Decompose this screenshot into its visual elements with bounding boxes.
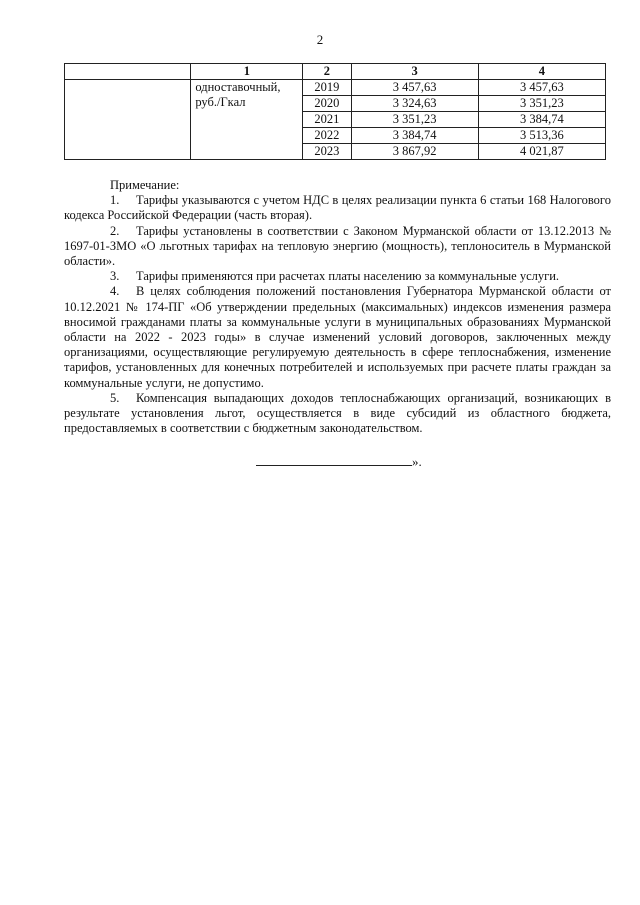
tariff-table [64, 63, 606, 160]
value-cell: 3 457,63 [351, 80, 478, 96]
note-number: 1. [110, 193, 120, 208]
closing-line [256, 453, 422, 470]
value-cell: 3 867,92 [351, 144, 478, 160]
note-item-3 [64, 269, 611, 284]
note-number: 4. [110, 284, 120, 299]
value-cell: 3 384,74 [478, 112, 605, 128]
table-header-row [65, 64, 606, 80]
page-number: 2 [316, 32, 324, 47]
note-number: 3. [110, 269, 120, 284]
value-cell: 3 324,63 [351, 96, 478, 112]
value-cell: 3 351,23 [478, 96, 605, 112]
note-number: 2. [110, 223, 120, 238]
notes-title: Примечание: [110, 178, 180, 192]
note-item-1 [64, 193, 611, 223]
year-cell: 2023 [303, 144, 351, 160]
value-cell: 3 351,23 [351, 112, 478, 128]
value-cell: 4 021,87 [478, 144, 605, 160]
value-cell: 3 457,63 [478, 80, 605, 96]
closing-quote: ». [412, 454, 422, 469]
empty-merged-cell [65, 80, 191, 160]
year-cell: 2020 [303, 96, 351, 112]
note-item-4 [64, 284, 611, 390]
note-text: Тарифы установлены в соответствии с Законом Мурманской области от 13.12.2013 № 1697-01-ЗМО «О льготных тарифах на тепловую энергию (мощность), теплоноситель в Мурманской области». [64, 223, 611, 269]
notes-section [64, 178, 611, 436]
tariff-description: одноставочный, руб./Гкал [191, 80, 303, 160]
year-cell: 2019 [303, 80, 351, 96]
value-cell: 3 384,74 [351, 128, 478, 144]
header-cell-4: 4 [478, 64, 605, 80]
signature-rule [256, 453, 412, 466]
note-text: Тарифы указываются с учетом НДС в целях реализации пункта 6 статьи 168 Налогового кодекса Российской Федерации (часть вторая). [64, 193, 611, 223]
value-cell: 3 513,36 [478, 128, 605, 144]
note-text: Компенсация выпадающих доходов теплоснабжающих организаций, возникающих в результате установления льгот, осуществляется в виде субсидий из областного бюджета, предоставляемых в соответствии с бюджетным законодательством. [64, 390, 611, 436]
note-text: В целях соблюдения положений постановления Губернатора Мурманской области от 10.12.2021 № 174-ПГ «Об утверждении предельных (максимальных) индексов изменения размера вносимой гражданами платы за коммунальные услуги в муниципальных образованиях Мурманской области на 2022 - 2023 годы» в случае изменений условий договоров, заключенных между организациями, осуществляющие регулируемую деятельность в сфере теплоснабжения, изменение тарифов, установленных для конечных потребителей и используемых при расчете платы граждан за коммунальные услуги, не допустимо. [64, 284, 611, 390]
year-cell: 2021 [303, 112, 351, 128]
header-cell-1: 1 [191, 64, 303, 80]
note-number: 5. [110, 390, 120, 405]
note-item-2 [64, 224, 611, 270]
table-row [65, 80, 606, 96]
year-cell: 2022 [303, 128, 351, 144]
note-item-5 [64, 391, 611, 437]
header-cell-empty [65, 64, 191, 80]
header-cell-2: 2 [303, 64, 351, 80]
header-cell-3: 3 [351, 64, 478, 80]
note-text: Тарифы применяются при расчетах платы населению за коммунальные услуги. [136, 269, 560, 284]
